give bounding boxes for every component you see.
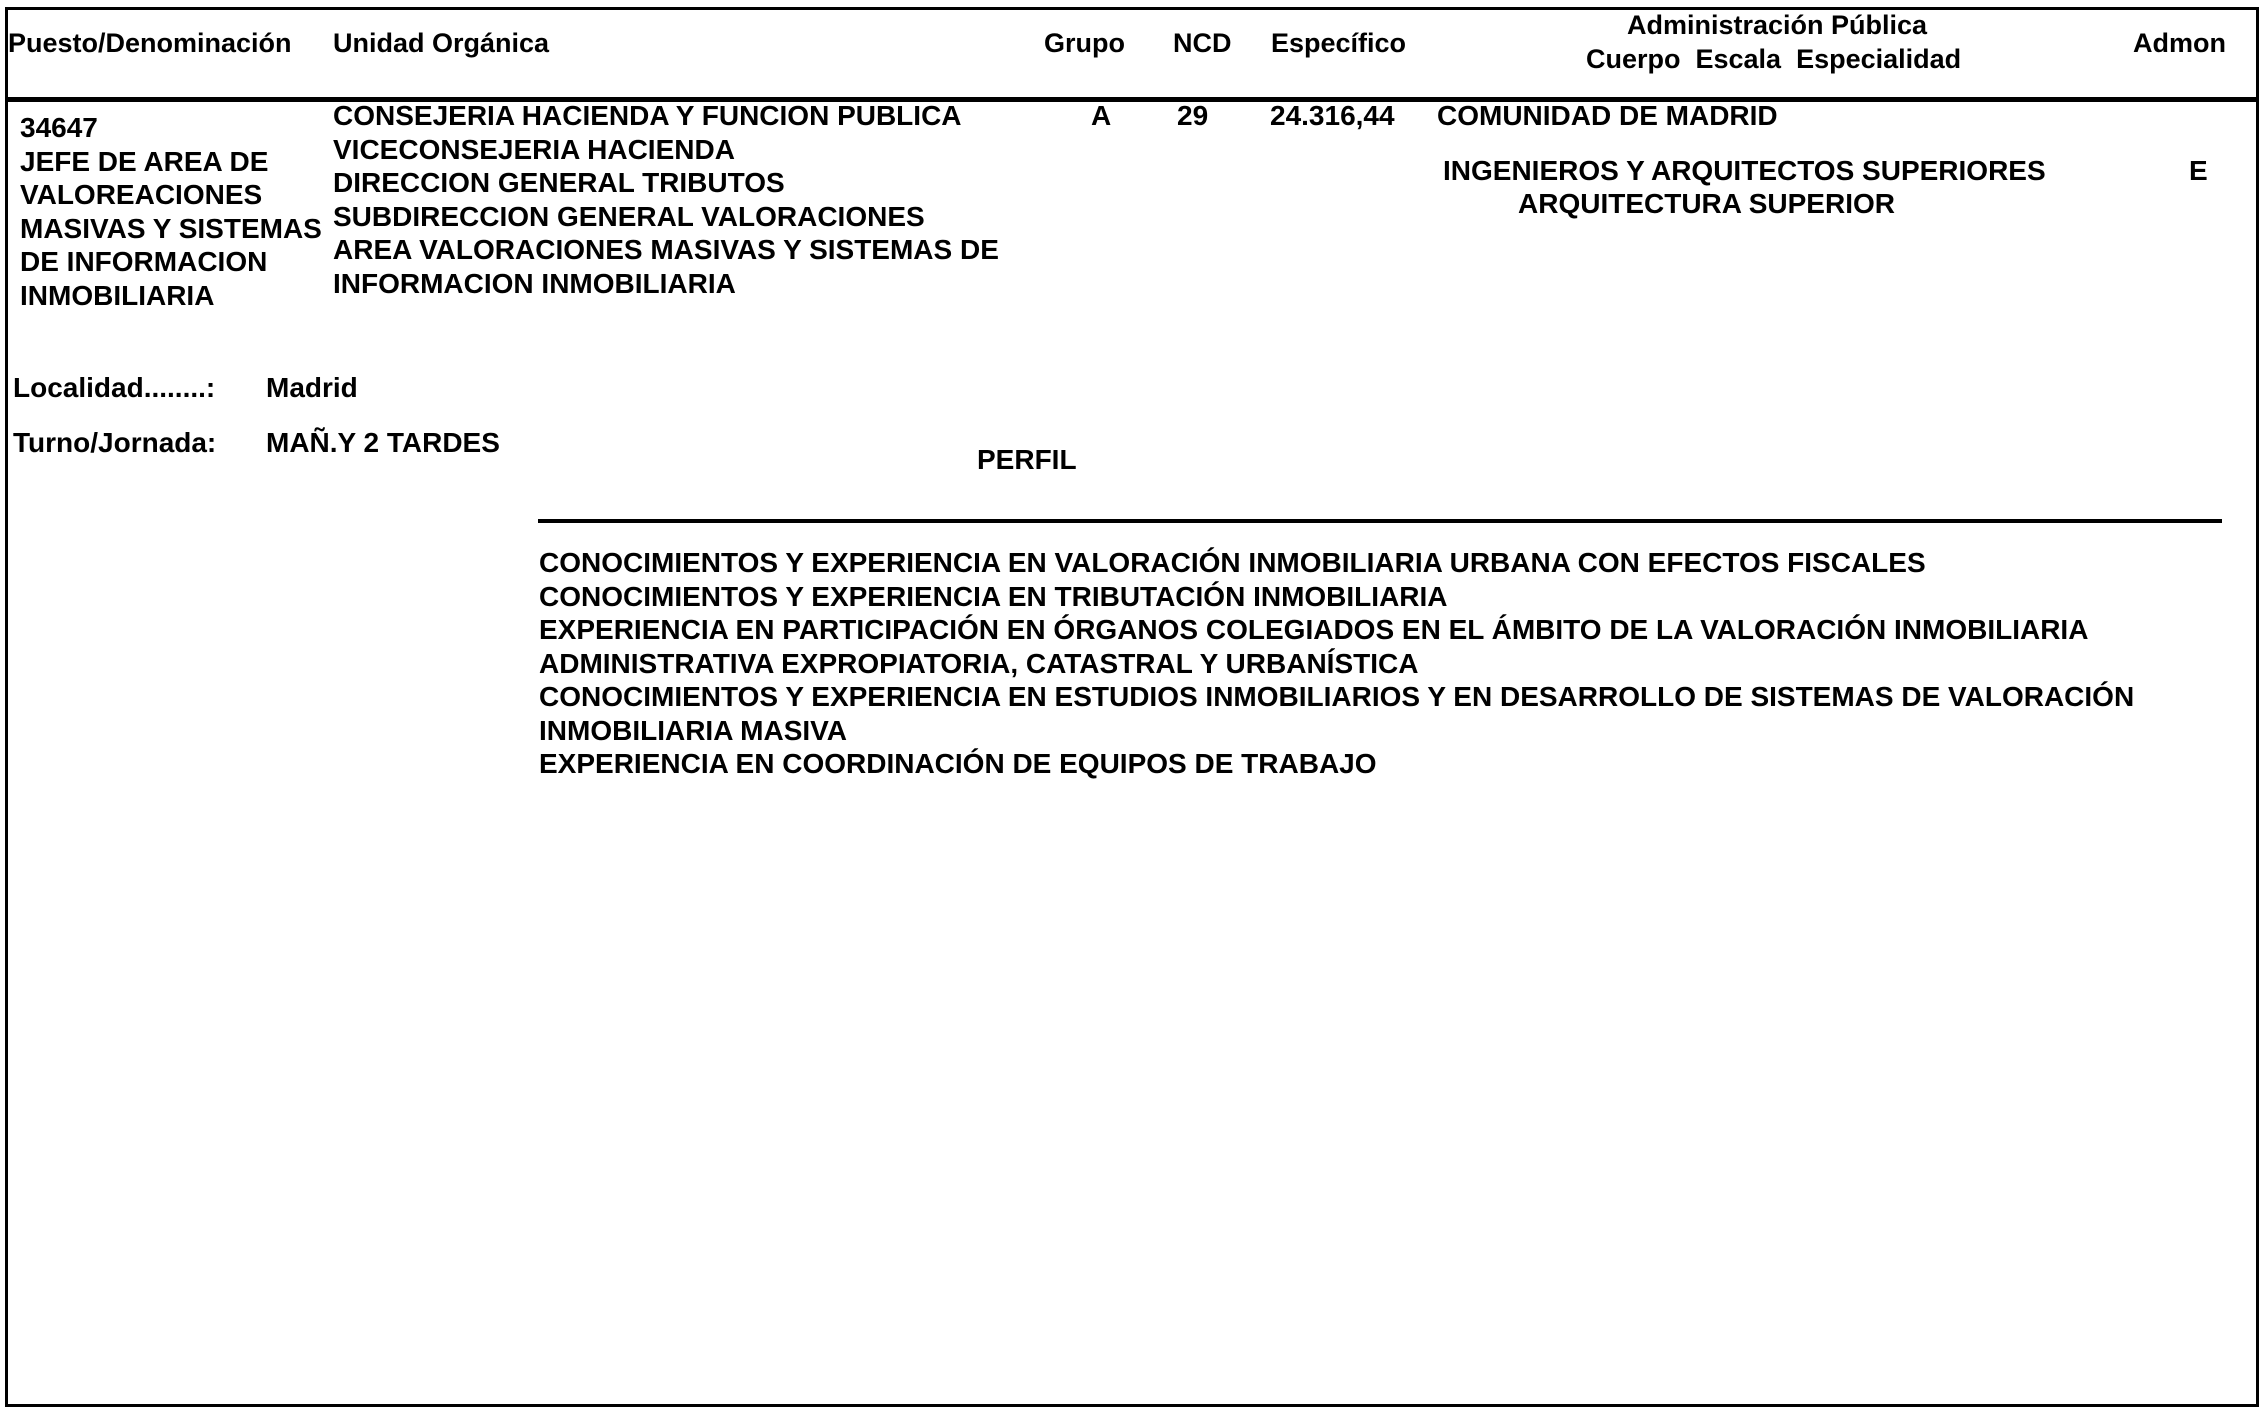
- header-admin-publica: Administración Pública: [1627, 10, 1928, 40]
- header-especifico: Específico: [1271, 28, 1407, 58]
- administracion-value: COMUNIDAD DE MADRID: [1437, 100, 1778, 131]
- puesto-line: MASIVAS Y SISTEMAS: [20, 212, 322, 244]
- puesto-line: JEFE DE AREA DE: [20, 145, 269, 177]
- puesto-line: 34647: [20, 112, 98, 143]
- perfil-line: CONOCIMIENTOS Y EXPERIENCIA EN VALORACIÓN INMOBILIARIA URBANA CON EFECTOS FISCALES: [539, 547, 1926, 578]
- perfil-line: INMOBILIARIA MASIVA: [539, 714, 847, 746]
- perfil-title: PERFIL: [977, 444, 1077, 475]
- especialidad-value: ARQUITECTURA SUPERIOR: [1518, 188, 1895, 219]
- localidad-value: Madrid: [266, 372, 358, 403]
- puesto-denominacion: [20, 111, 322, 312]
- especifico-value: 24.316,44: [1270, 100, 1395, 131]
- cuerpo-value: INGENIEROS Y ARQUITECTOS SUPERIORES: [1443, 155, 2046, 186]
- header-cuerpo-escala: Cuerpo Escala Especialidad: [1586, 44, 1962, 74]
- perfil-line: CONOCIMIENTOS Y EXPERIENCIA EN TRIBUTACIÓN INMOBILIARIA: [539, 580, 1448, 612]
- turno-value: MAÑ.Y 2 TARDES: [266, 427, 500, 458]
- header-grupo: Grupo: [1044, 28, 1125, 58]
- unidad-organica: [333, 99, 999, 300]
- unidad-line: VICECONSEJERIA HACIENDA: [333, 133, 735, 165]
- perfil-list: [539, 546, 2134, 781]
- unidad-line: CONSEJERIA HACIENDA Y FUNCION PUBLICA: [333, 100, 962, 131]
- admon-value: E: [2189, 155, 2208, 186]
- header-puesto: Puesto/Denominación: [8, 28, 292, 58]
- header-admon: Admon: [2133, 28, 2226, 58]
- perfil-line: EXPERIENCIA EN COORDINACIÓN DE EQUIPOS DE TRABAJO: [539, 748, 1377, 779]
- unidad-line: AREA VALORACIONES MASIVAS Y SISTEMAS DE: [333, 234, 999, 265]
- puesto-line: DE INFORMACION: [20, 246, 268, 277]
- ncd-value: 29: [1177, 100, 1209, 131]
- turno-label: Turno/Jornada:: [13, 427, 217, 458]
- perfil-line: ADMINISTRATIVA EXPROPIATORIA, CATASTRAL Y URBANÍSTICA: [539, 647, 1419, 679]
- header-ncd: NCD: [1173, 28, 1232, 58]
- grupo-value: A: [1091, 100, 1112, 131]
- header-unidad: Unidad Orgánica: [333, 28, 550, 58]
- localidad-label: Localidad........:: [13, 372, 216, 403]
- perfil-line: CONOCIMIENTOS Y EXPERIENCIA EN ESTUDIOS INMOBILIARIOS Y EN DESARROLLO DE SISTEMAS DE VALORACIÓN: [539, 681, 2135, 712]
- unidad-line: INFORMACION INMOBILIARIA: [333, 267, 736, 299]
- perfil-divider: [538, 519, 2222, 523]
- puesto-line: VALOREACIONES: [20, 179, 263, 210]
- unidad-line: SUBDIRECCION GENERAL VALORACIONES: [333, 200, 925, 232]
- puesto-line: INMOBILIARIA: [20, 279, 215, 311]
- perfil-line: EXPERIENCIA EN PARTICIPACIÓN EN ÓRGANOS COLEGIADOS EN EL ÁMBITO DE LA VALORACIÓN INMOBILIARIA: [539, 614, 2089, 645]
- unidad-line: DIRECCION GENERAL TRIBUTOS: [333, 167, 785, 198]
